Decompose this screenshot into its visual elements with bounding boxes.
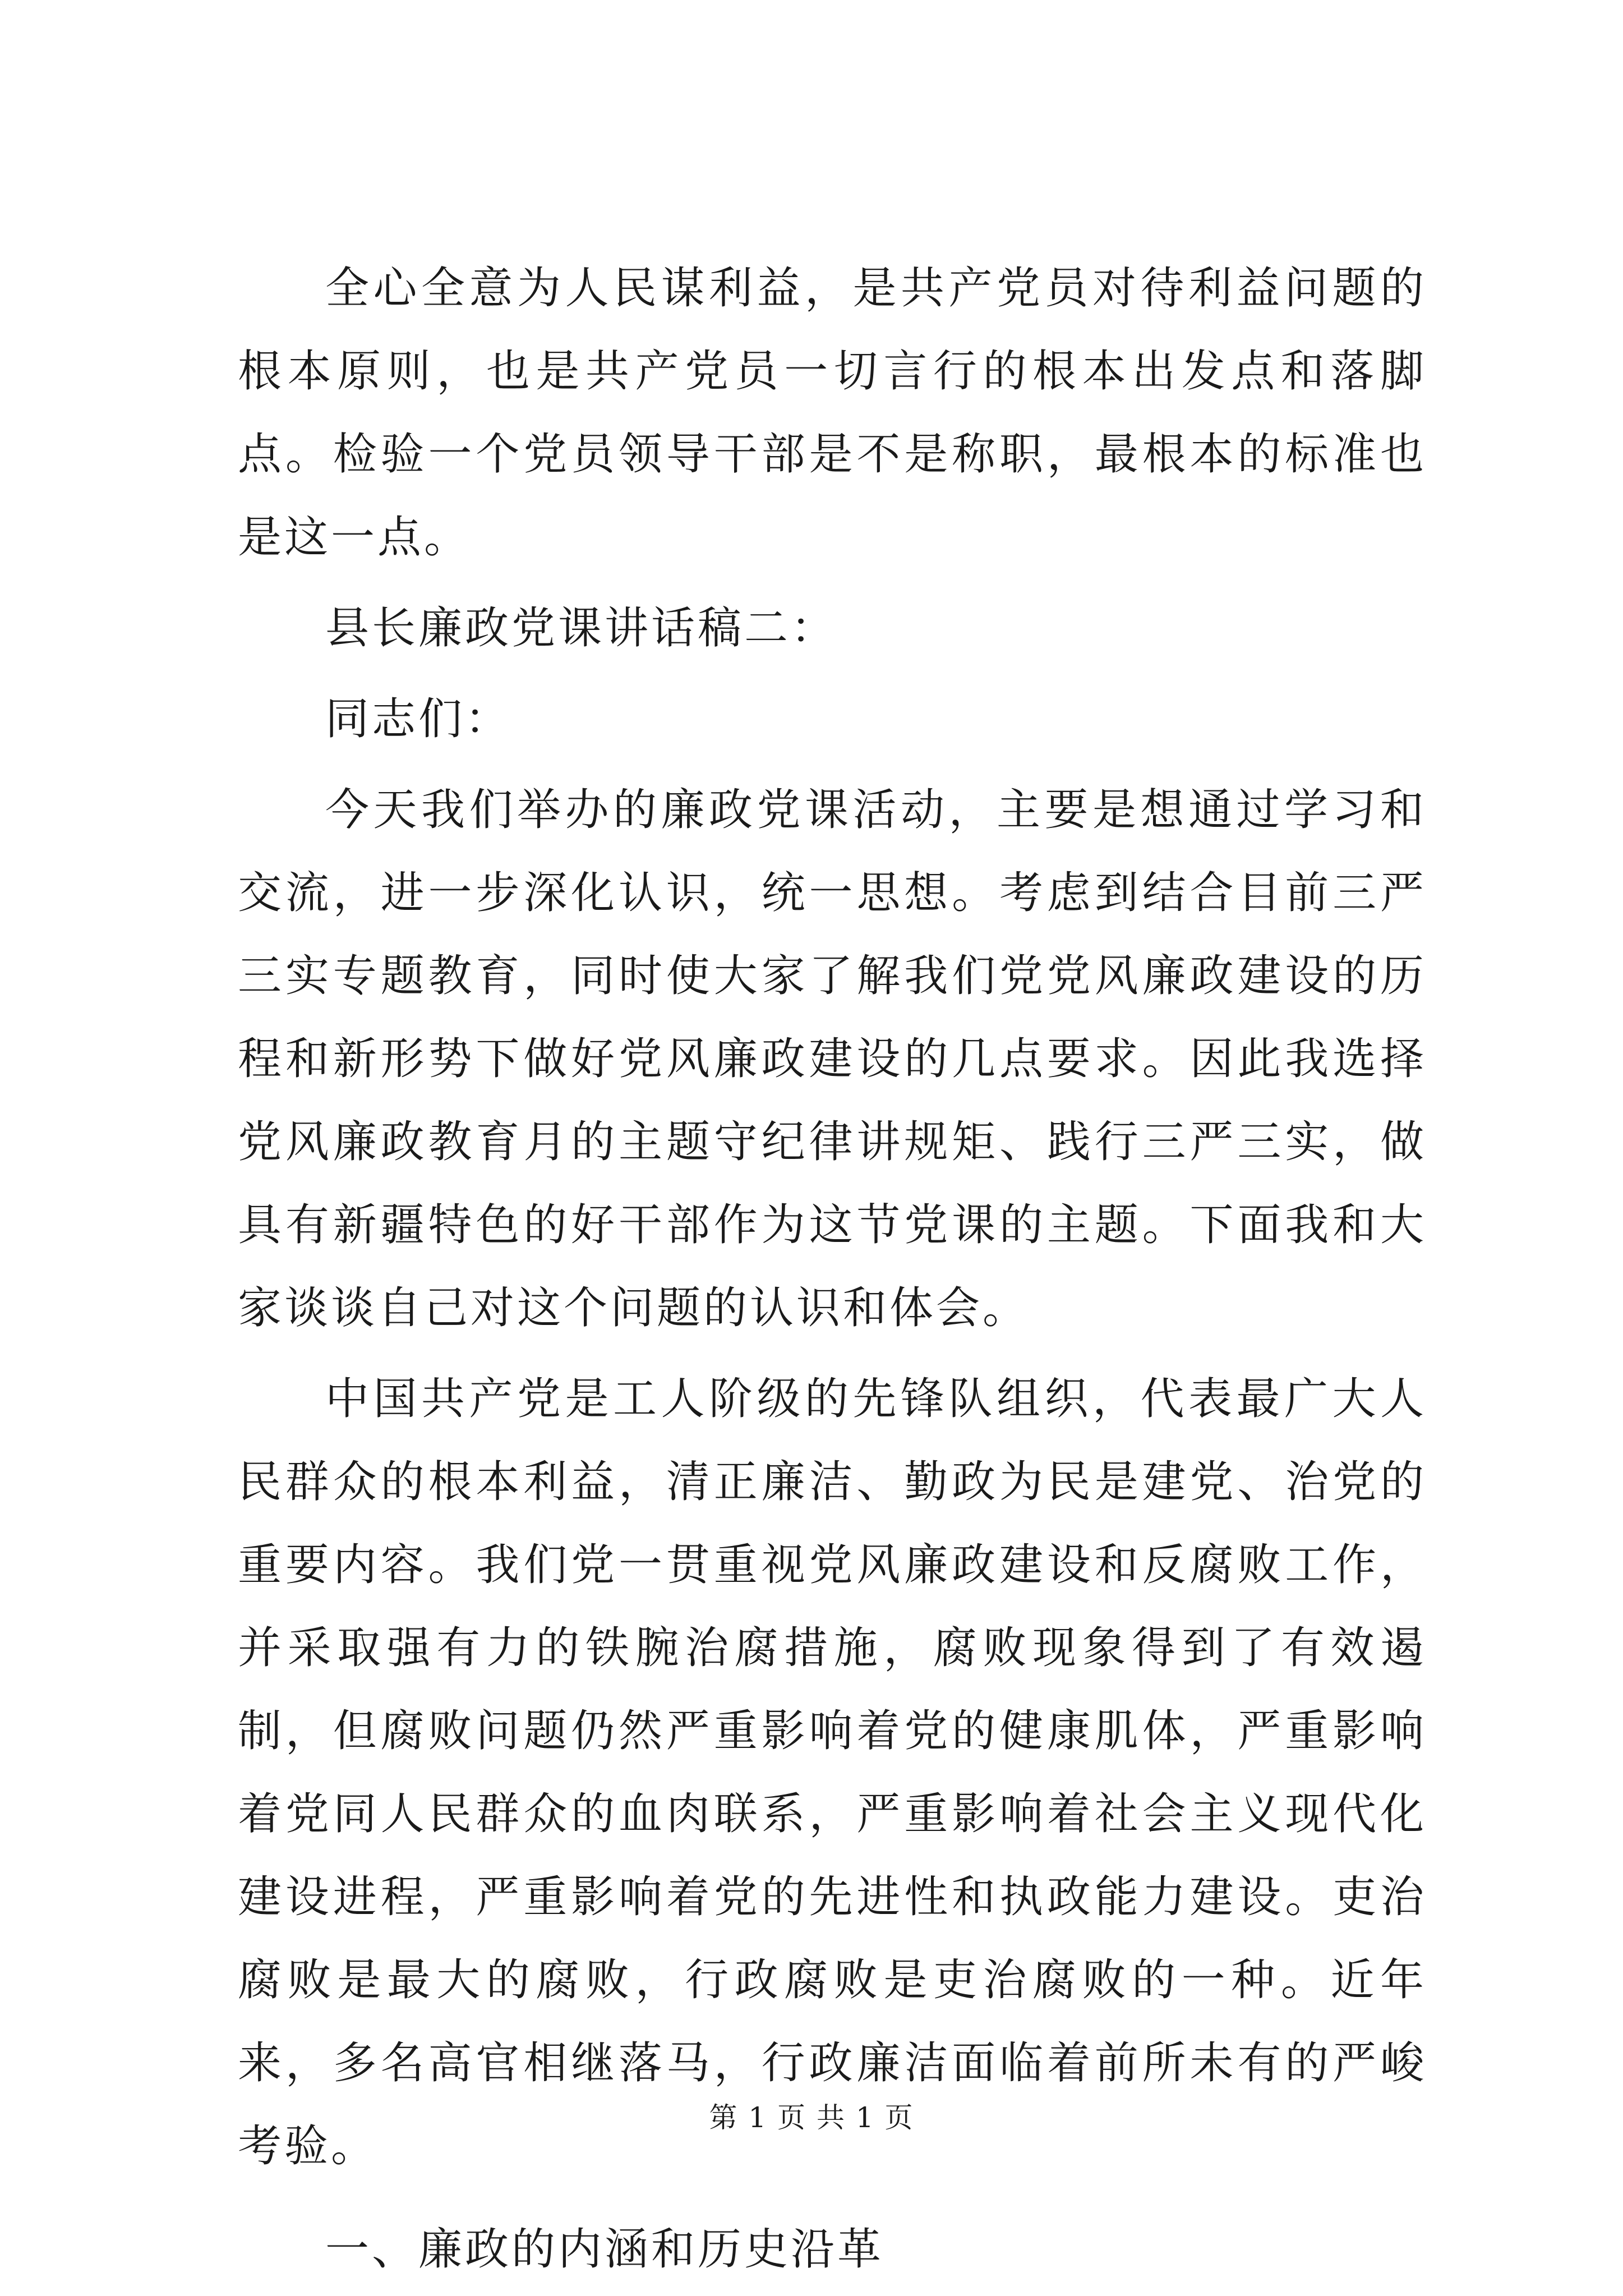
document-body [238, 247, 1427, 2291]
page-footer: 第 1 页 共 1 页 [709, 2101, 914, 2134]
paragraph-speech-title: 县长廉政党课讲话稿二： [325, 603, 838, 654]
paragraph-introduction: 今天我们举办的廉政党课活动，主要是想通过学习和交流，进一步深化认识，统一思想。考虑到结合目前三严三实专题教育，同时使大家了解我们党党风廉政建设的历程和新形势下做好党风廉政建设的几点要求。因此我选择党风廉政教育月的主题守纪律讲规矩、践行三严三实，做具有新疆特色的好干部作为这节党课的主题。下面我和大家谈谈自己对这个问题的认识和体会。 [238, 785, 1427, 1333]
section-heading-1: 一、廉政的内涵和历史沿革 [325, 2224, 884, 2275]
paragraph-party-background: 中国共产党是工人阶级的先锋队组织，代表最广大人民群众的根本利益，清正廉洁、勤政为民是建党、治党的重要内容。我们党一贯重视党风廉政建设和反腐败工作，并采取强有力的铁腕治腐措施，腐败现象得到了有效遏制，但腐败问题仍然严重影响着党的健康肌体，严重影响着党同人民群众的血肉联系，严重影响着社会主义现代化建设进程，严重影响着党的先进性和执政能力建设。吏治腐败是最大的腐败，行政腐败是吏治腐败的一种。近年来，多名高官相继落马，行政廉洁面临着前所未有的严峻考验。 [238, 1374, 1427, 2171]
paragraph-principle: 全心全意为人民谋利益，是共产党员对待利益问题的根本原则，也是共产党员一切言行的根本出发点和落脚点。检验一个党员领导干部是不是称职，最根本的标准也是这一点。 [238, 263, 1427, 563]
paragraph-salutation: 同志们： [325, 694, 512, 744]
